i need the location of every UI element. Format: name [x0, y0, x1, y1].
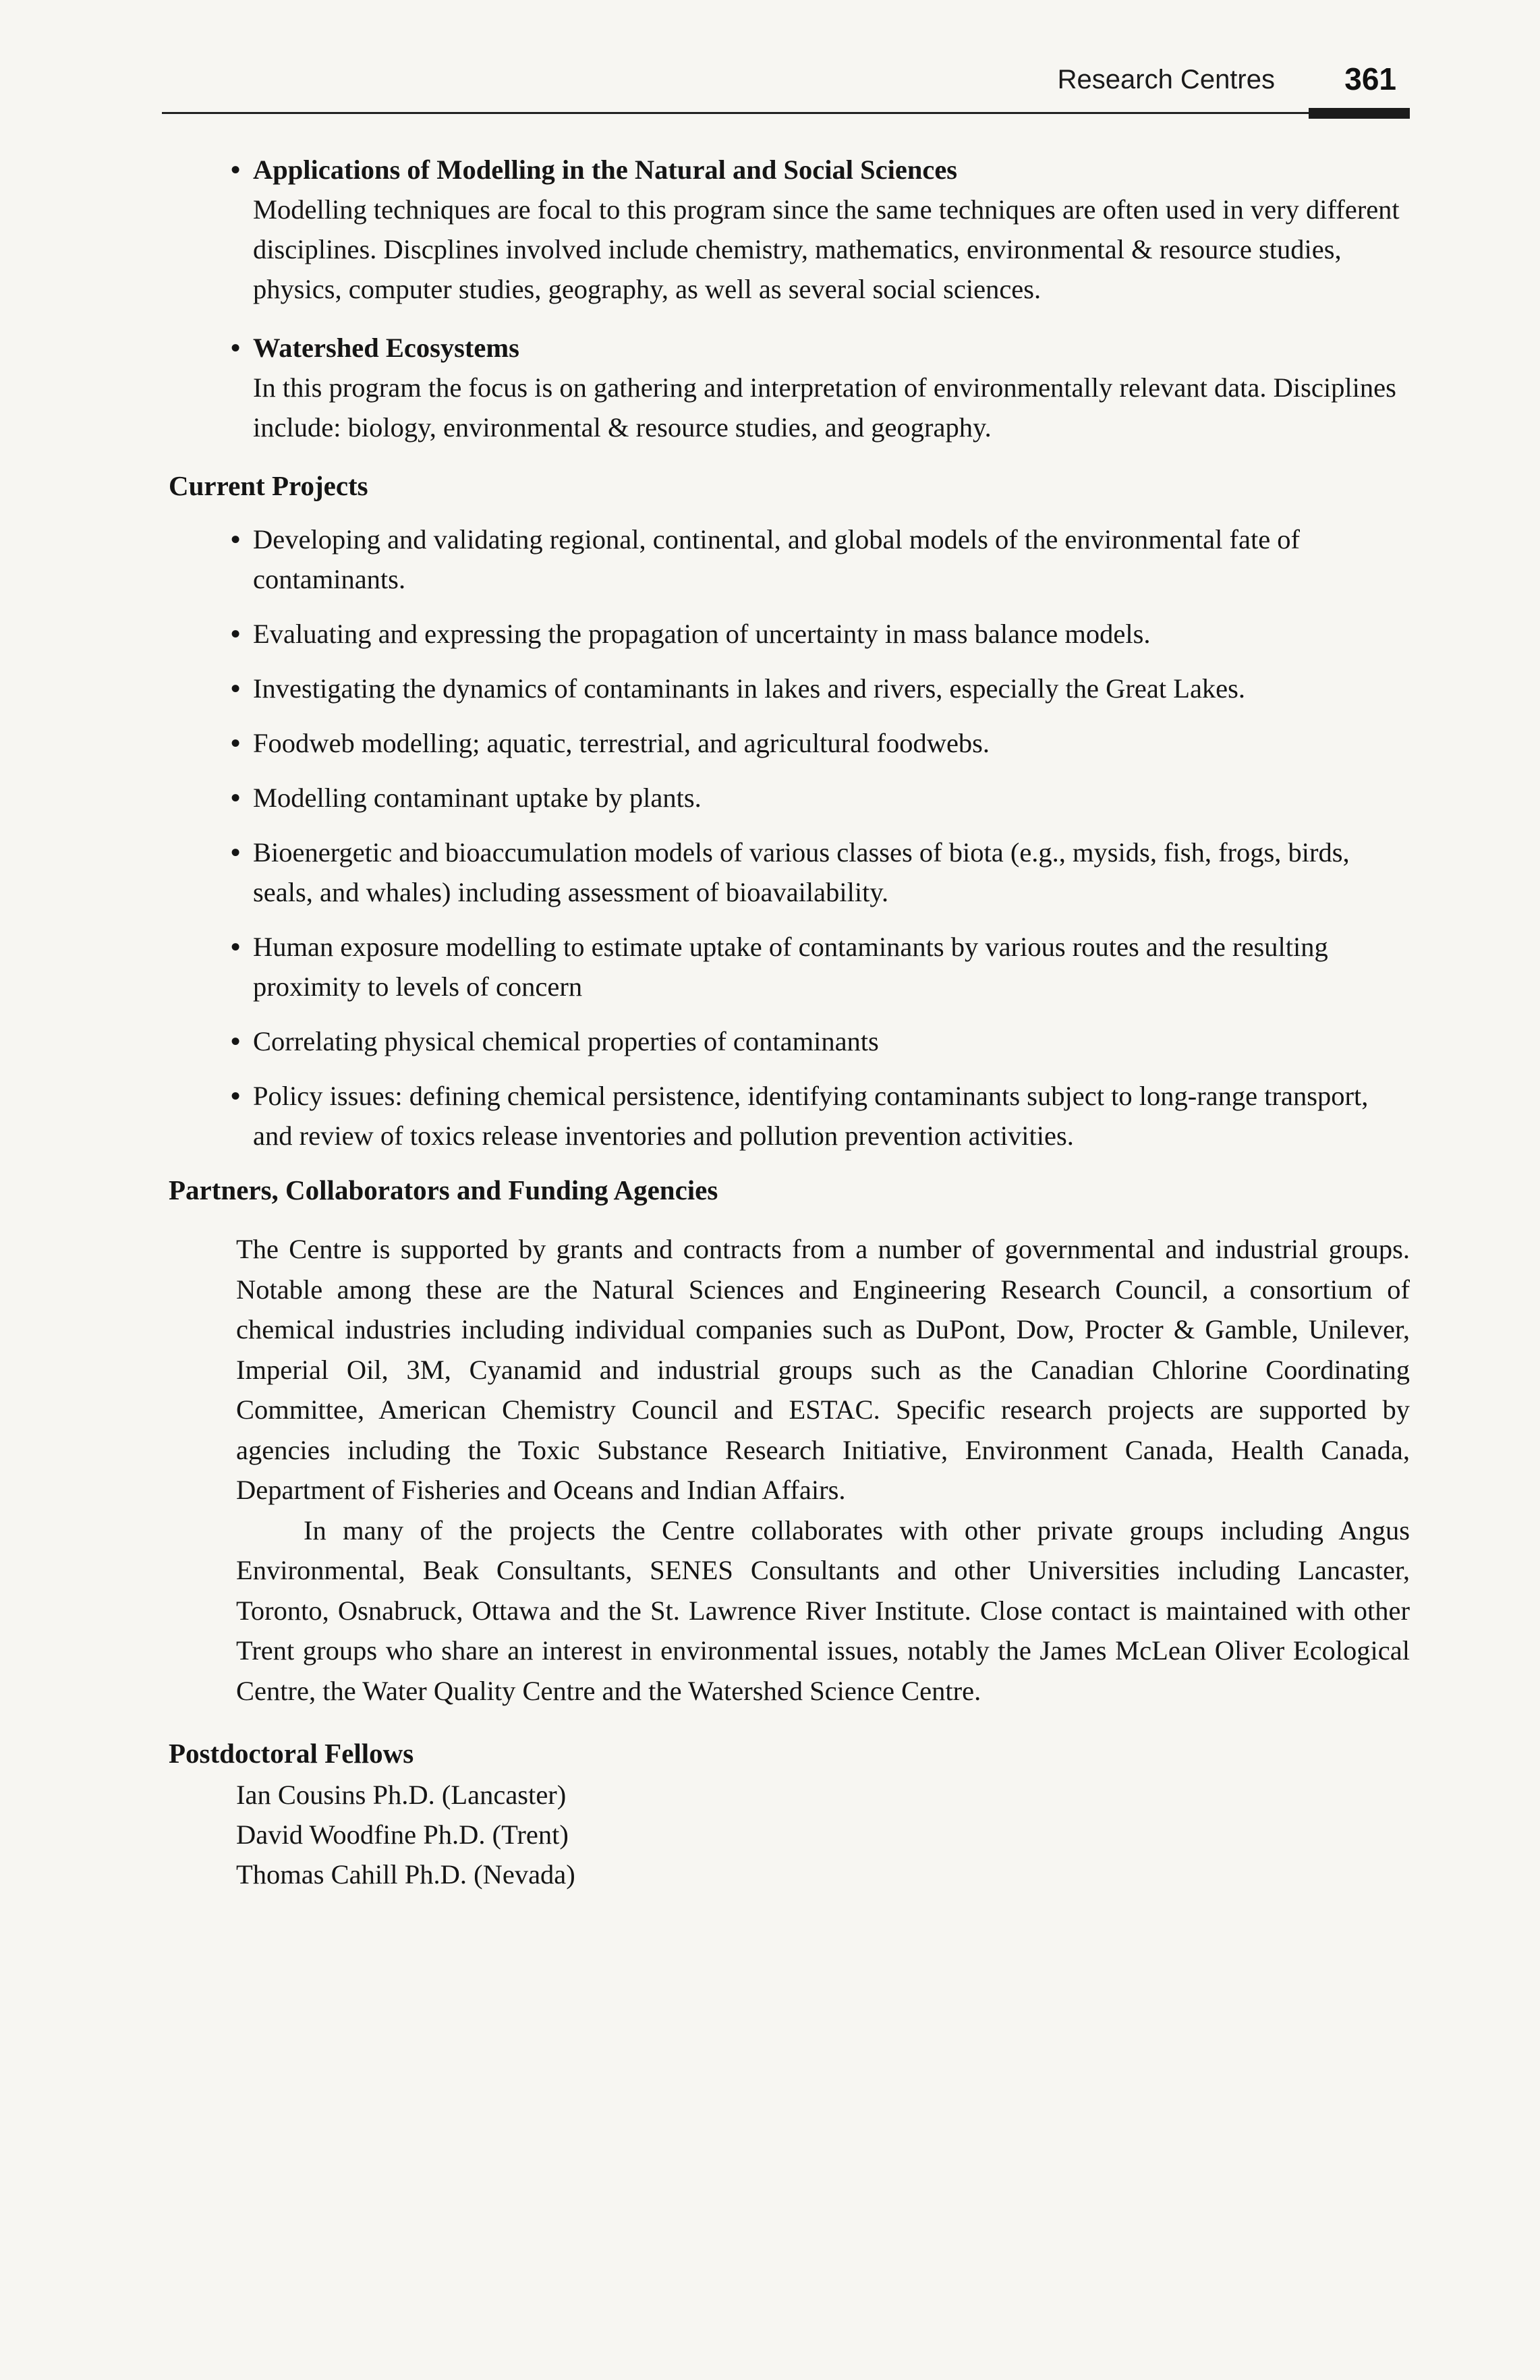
bullet-icon: • [231, 1081, 241, 1111]
list-item [169, 723, 1410, 763]
project-text: Bioenergetic and bioaccumulation models of various classes of biota (e.g., mysids, fish, frogs, birds, seals, and whales) including assessment of bioavailability. [253, 837, 1350, 907]
running-title: Research Centres [1057, 65, 1275, 94]
bullet-icon: • [231, 524, 241, 555]
list-item [169, 778, 1410, 818]
header-rule [162, 112, 1410, 114]
partners-paragraph: The Centre is supported by grants and contracts from a number of governmental and industrial groups. Notable among these are the Natural Sciences and Engineering Research Council, a consortium of chemical industries including individual companies such as DuPont, Dow, Procter & Gamble, Unilever, Imperial Oil, 3M, Cyanamid and industrial groups such as the Canadian Chlorine Coordinating Committee, American Chemistry Council and ESTAC. Specific research projects are supported by agencies including the Toxic Substance Research Initiative, Environment Canada, Health Canada, Department of Fisheries and Oceans and Indian Affairs. [236, 1234, 1410, 1505]
program-description: Modelling techniques are focal to this program since the same techniques are often used in very different disciplines. Discplines involved include chemistry, mathematics, environmental & resource studies, physics, computer studies, geography, as well as several social sciences. [253, 194, 1400, 304]
project-text: Developing and validating regional, continental, and global models of the environmental fate of contaminants. [253, 524, 1301, 594]
project-text: Investigating the dynamics of contaminants in lakes and rivers, especially the Great Lakes. [253, 673, 1246, 704]
list-item [169, 927, 1410, 1007]
bullet-icon: • [231, 619, 241, 649]
project-text: Modelling contaminant uptake by plants. [253, 783, 702, 813]
project-text: Evaluating and expressing the propagation of uncertainty in mass balance models. [253, 619, 1151, 649]
page-number: 361 [1344, 61, 1396, 96]
postdoctoral-heading: Postdoctoral Fellows [169, 1738, 414, 1769]
program-description: In this program the focus is on gathering and interpretation of environmentally relevant data. Disciplines include: biology, environmental & resource studies, and geography. [253, 372, 1396, 443]
current-projects-heading: Current Projects [169, 470, 368, 501]
list-item [169, 1076, 1410, 1156]
bullet-icon: • [231, 154, 241, 185]
project-text: Foodweb modelling; aquatic, terrestrial, and agricultural foodwebs. [253, 728, 990, 758]
list-item [169, 519, 1410, 599]
partners-heading: Partners, Collaborators and Funding Agencies [169, 1174, 718, 1206]
fellow-item: Ian Cousins Ph.D. (Lancaster) [236, 1780, 567, 1810]
fellow-item: Thomas Cahill Ph.D. (Nevada) [236, 1859, 575, 1890]
program-item [169, 150, 1410, 309]
collaborators-paragraph: In many of the projects the Centre collaborates with other private groups including Angus Environmental, Beak Consultants, SENES Consultants and other Universities including Lancaster, Toronto, Osnabruck, Ottawa and the St. Lawrence River Institute. Close contact is maintained with other Trent groups who share an interest in environmental issues, notably the James McLean Oliver Ecological Centre, the Water Quality Centre and the Watershed Science Centre. [236, 1514, 1410, 1706]
running-header [162, 59, 1417, 107]
bullet-icon: • [231, 837, 241, 868]
list-item [169, 1021, 1410, 1061]
fellows-list [169, 1775, 1410, 1894]
project-text: Correlating physical chemical properties of contaminants [253, 1026, 879, 1056]
bullet-icon: • [231, 932, 241, 962]
list-item [169, 669, 1410, 708]
current-projects-list [169, 519, 1410, 1156]
project-text: Policy issues: defining chemical persistence, identifying contaminants subject to long-range transport, and review of toxics release inventories and pollution prevention activities. [253, 1081, 1369, 1151]
program-title: Applications of Modelling in the Natural and Social Sciences [253, 154, 958, 185]
header-rule-tab [1309, 108, 1410, 119]
bullet-icon: • [231, 333, 241, 363]
bullet-icon: • [231, 1026, 241, 1056]
bullet-icon: • [231, 728, 241, 758]
bullet-icon: • [231, 783, 241, 813]
page-content [169, 150, 1410, 1894]
bullet-icon: • [231, 673, 241, 704]
program-item [169, 328, 1410, 447]
program-list [169, 150, 1410, 447]
list-item [169, 832, 1410, 912]
fellow-item: David Woodfine Ph.D. (Trent) [236, 1819, 569, 1850]
list-item [169, 614, 1410, 654]
project-text: Human exposure modelling to estimate uptake of contaminants by various routes and the resulting proximity to levels of concern [253, 932, 1328, 1002]
program-title: Watershed Ecosystems [253, 333, 519, 363]
